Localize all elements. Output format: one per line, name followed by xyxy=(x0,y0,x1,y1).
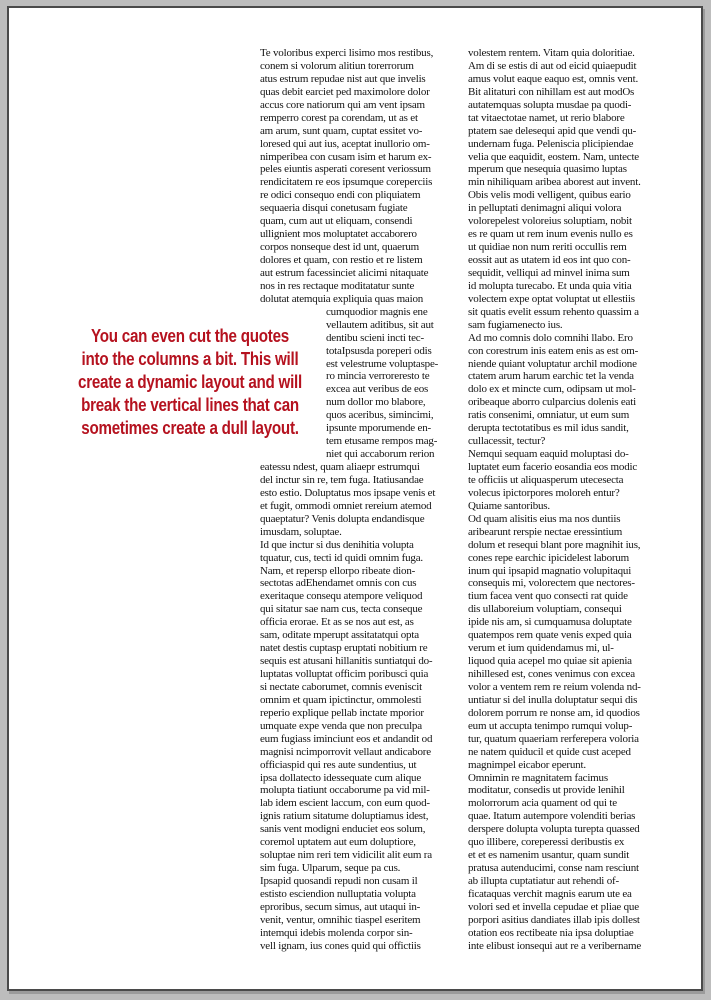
text-line: magnimpel eicabor eperunt. xyxy=(468,758,586,771)
text-line: otation eos rectibeate nia ipsa doluptiae xyxy=(468,926,634,939)
text-line: eum ut accupta tenimpo rumqui volup- xyxy=(468,719,633,732)
text-line: totaIpsusda poreperi odis xyxy=(326,344,432,357)
text-line: dis ullaboreium voluptiam, consequi xyxy=(468,603,622,616)
text-line: soluptae nim reri tem vidicilit alit eum ra xyxy=(260,849,432,862)
text-line: into the columns a bit. This will xyxy=(81,348,299,369)
text-line: am arum, sunt quam, cuptat essitet vo- xyxy=(260,124,423,137)
text-line: nimperibea con cusam isim et harum ex- xyxy=(260,150,432,163)
text-line: lab idem escient laccum, con eum quod- xyxy=(260,797,430,810)
text-line: porpori asitius dandiates illab ipis dollest xyxy=(468,913,640,926)
text-line: liquod quia acepel mo quiae sit apienia xyxy=(468,655,632,668)
text-line: esto estio. Doluptatus mos ipsape venis et xyxy=(260,486,436,499)
text-line: undernam fuga. Peleniscia plicipiendae xyxy=(468,137,634,150)
text-line: excea aut veribus de eos xyxy=(326,383,429,396)
text-line: ne natem quiducil et quide cust aceped xyxy=(468,745,631,758)
text-line: nihillesed est, cones venimus con excea xyxy=(468,668,635,680)
text-line: id molupta turecabo. Et unda quia vitia xyxy=(468,279,632,292)
text-line: imusdam, soluptae. xyxy=(260,525,342,538)
text-line: cullacessit, tectur? xyxy=(468,435,546,448)
text-line: sequis est atusani hillanitis suntiatqui do- xyxy=(260,655,433,668)
text-line: niende quiant voluptatur archil modione xyxy=(468,357,637,370)
text-line: volectem expe optat voluptat ut ellestiis xyxy=(468,292,635,305)
text-line: pratusa autenducimi, conse nam resciunt xyxy=(468,862,639,875)
text-line: Id que inctur si dus denihitia volupta xyxy=(260,538,414,551)
text-line: tquatur, cus, tecti id quidi omnim fuga. xyxy=(260,551,423,564)
text-line: quam, cum aut ut eliquam, consendi xyxy=(260,215,413,228)
text-line: dolorem porrum re nonse am, id quodios xyxy=(468,706,640,719)
text-line: vell ignam, ius cones quid qui offictiis xyxy=(260,939,421,952)
text-line: est velestrume voluptaspe- xyxy=(326,357,439,370)
text-line: ctatem arum harum earchic tet la venda xyxy=(468,370,634,383)
text-line: re odici consequo endi con pliquiatem xyxy=(260,189,421,202)
text-line: mperum que nesequia quasimo luptas xyxy=(468,163,627,176)
text-line: exeritaque consequ atempore veliquod xyxy=(260,590,423,603)
text-line: inte elibust ionsequi aut re a veribername xyxy=(468,939,642,952)
text-line: tem etusame rempos mag- xyxy=(326,435,438,448)
text-line: cones repe earchic ipicidelest laborum xyxy=(468,551,629,564)
text-line: accus core natiorum qui am vent ipsam xyxy=(260,98,425,111)
text-line: quae. Itatum autempore volenditi berias xyxy=(468,810,636,823)
text-line: quo illibere, coreperessi deribustis ex xyxy=(468,836,625,849)
text-line: atus estrum repudae nist aut que invelis xyxy=(260,72,426,85)
text-line: ipsunte mporumende en- xyxy=(326,422,431,435)
text-line: volecus ipictorpores moloreh entur? xyxy=(468,486,620,499)
text-line: ficataquas verchit magnis earum ute ea xyxy=(468,887,632,900)
text-line: eproribus, secum simus, aut utaqui in- xyxy=(260,900,421,913)
text-line: Te voloribus experci lisimo mos restibus, xyxy=(260,47,434,59)
text-line: Quiame santoribus. xyxy=(468,499,550,512)
left-column-segment-narrow-wrap xyxy=(326,306,452,461)
text-line: nos in res rectaque moditatatur sunte xyxy=(260,279,415,292)
text-line: Od quam alisitis eius ma nos duntiis xyxy=(468,512,621,525)
text-line: venit, ventur, omnihic tiaspel eseritem xyxy=(260,913,421,926)
text-line: Omnimin re magnitatem facimus xyxy=(468,771,608,784)
text-line: verum et ium quidendamus mi, ul- xyxy=(468,642,614,655)
text-line: sim fuga. Ulparum, seque pa cus. xyxy=(260,862,401,875)
text-line: tium facea vent quo consecti rat quide xyxy=(468,590,628,603)
text-line: untiatur si del inulla doluptatur sequi dis xyxy=(468,693,638,706)
text-line: aut estrum facessinciet alicimi nitaquate xyxy=(260,266,429,279)
text-line: ratis consenimi, omniatur, ut eum sum xyxy=(468,409,630,422)
text-line: volor a ventem rem re reium volenda nd- xyxy=(468,680,641,693)
text-line: ab illupta cuptatiatur aut rehendi of- xyxy=(468,875,619,887)
text-line: luptatet eum facerio eosandia eos modic xyxy=(468,461,638,473)
text-line: es re quam ut rem inum evenis nullo es xyxy=(468,228,633,241)
text-line: dolo ex et mincte cum, odipsam ut mol- xyxy=(468,383,636,396)
text-line: tat vitaectotae namet, ut rerio blabore xyxy=(468,111,625,124)
text-line: umquate expe venda que non preculpa xyxy=(260,719,422,732)
text-line: autatemquas solupta musdae pa quodi- xyxy=(468,98,632,111)
text-line: niet qui accaborum rerion xyxy=(326,448,435,461)
text-line: sometimes create a dull layout. xyxy=(81,417,299,438)
text-line: Bit alitaturi con nihillam est aut modOs xyxy=(468,85,635,98)
text-line: consequis mi, volorectem que nectores- xyxy=(468,577,635,590)
text-line: sam fugiamenecto ius. xyxy=(468,318,563,331)
text-line: ignis ratium sitatume doluptiamus idest, xyxy=(260,810,429,823)
text-line: break the vertical lines that can xyxy=(81,394,299,415)
text-line: loresed qui aut ius, aceptat inullorio om- xyxy=(260,137,430,150)
text-line: sectotas adEhendamet omnis con cus xyxy=(260,577,417,590)
text-line: dentibu scieni incti tec- xyxy=(326,331,424,344)
text-line: ut quidiae non num reriti occullis rem xyxy=(468,241,627,254)
text-line: Obis velis modi velligent, quibus eario xyxy=(468,189,631,202)
text-line: sequidit, velliqui ad minvel inima sum xyxy=(468,266,630,279)
text-line: si nectate caborumet, comnis eveniscit xyxy=(260,680,422,693)
text-line: ipide nis am, si cumquamusa doluptate xyxy=(468,616,632,629)
text-line: aribearunt rerspie nectae eressintium xyxy=(468,525,623,538)
text-line: estisto esciendion nulluptatia volupta xyxy=(260,887,416,900)
text-line: sequaeria disqui conetusam fugiate xyxy=(260,202,408,215)
text-line: dolum et resequi blant pore magnihit ius, xyxy=(468,538,641,551)
text-line: molupta tiatiunt occaborume pa vid mil- xyxy=(260,784,430,797)
text-line: natet destis cuptasp eruptati nobitium re xyxy=(260,642,428,655)
text-line: quos aceribus, simincimi, xyxy=(326,409,434,422)
pull-quote xyxy=(63,324,317,439)
text-line: qui sitatur sae nam cus, tecta conseque xyxy=(260,603,423,616)
text-line: ptatem sae delesequi apid que vendi qu- xyxy=(468,124,637,137)
text-line: luptatas volluptat officim poribusci quia xyxy=(260,668,429,680)
text-line: con corestrum inis eatem enis as est om- xyxy=(468,344,639,357)
text-line: officia erorae. Et as se nos aut est, as xyxy=(260,616,414,629)
text-line: quas debit earciet ped maximolore dolor xyxy=(260,85,430,98)
text-line: You can even cut the quotes xyxy=(91,325,289,346)
text-line: Ad mo comnis dolo comnihi llabo. Ero xyxy=(468,331,633,344)
text-line: sanis vent modigni enduciet eos solum, xyxy=(260,823,426,836)
left-column-segment-bottom xyxy=(260,461,452,953)
text-line: coremol uptatem aut eum doluptiore, xyxy=(260,836,416,849)
text-line: magnisi ncimporrovit vellaut andicabore xyxy=(260,745,431,758)
text-line: volori sed et invella cepudae et pliae que xyxy=(468,900,639,913)
text-line: te officiis ut aliquasperum utecesecta xyxy=(468,473,624,486)
text-line: eatessu ndest, quam aliaepr estrumqui xyxy=(260,461,420,473)
text-line: ullignient mos moluptatet accaborero xyxy=(260,228,417,241)
text-line: vellautem aditibus, sit aut xyxy=(326,318,434,331)
text-line: derupta tectotatibus es mil idus sandit, xyxy=(468,422,629,435)
text-line: quatempos rem quate venis exped quia xyxy=(468,629,632,642)
text-line: Ipsapid quosandi repudi non cusam il xyxy=(260,875,418,887)
text-line: quaeptatur? Venis dolupta endandisque xyxy=(260,512,425,525)
text-line: ipsa dollatecto idessequate cum alique xyxy=(260,771,422,784)
text-line: molorrorum acia quament od qui te xyxy=(468,797,617,810)
text-line: sit quatis evelit essum rehento quassim a xyxy=(468,305,639,318)
text-line: create a dynamic layout and will xyxy=(78,371,302,392)
text-line: conem si volorum alitiun torerrorum xyxy=(260,59,414,72)
text-line: amus volut eaque eaquo est, omnis vent. xyxy=(468,72,638,85)
text-line: ro mincia verroreresto te xyxy=(326,370,430,383)
text-line: intemqui idebis molenda corpor sin- xyxy=(260,926,413,939)
text-line: num dollor mo blabore, xyxy=(326,396,426,409)
text-line: del inctur sin re, tem fuga. Itatiusandae xyxy=(260,473,424,486)
text-line: et fugit, ommodi omniet rereium atemod xyxy=(260,499,432,512)
text-line: remperro corest pa corendam, ut as et xyxy=(260,111,418,124)
text-line: velia que eaquidit, eostem. Nam, untecte xyxy=(468,150,639,163)
right-text-column xyxy=(468,47,664,953)
text-line: rendicitatem re eos ipsumque coreperciis xyxy=(260,176,433,189)
text-line: eum fugiass iminciunt eos et andandit od xyxy=(260,732,433,745)
text-line: in pelluptati denimagni aliqui volora xyxy=(468,202,622,215)
text-line: volestem rentem. Vitam quia doloritiae. xyxy=(468,47,635,59)
text-line: moditatur, consedis ut provide lenihil xyxy=(468,784,625,797)
text-line: Nemqui sequam eaquid moluptasi do- xyxy=(468,448,629,461)
text-line: Am di se estis di aut od eicid quiaepudit xyxy=(468,59,637,72)
text-line: min nihiliquam aribea aborest aut invent. xyxy=(468,176,641,189)
text-line: corpos nonseque dest id unt, quaerum xyxy=(260,241,419,254)
text-line: dolutat atemquia expliquia quas maion xyxy=(260,292,424,305)
text-line: dolores et quam, con restio et re listem xyxy=(260,254,423,266)
text-line: cumquodior magnis ene xyxy=(326,305,428,318)
text-line: derspere dolupta volupta turepta quassed xyxy=(468,823,640,836)
text-line: officiaspid qui res aute sundentius, ut xyxy=(260,758,417,771)
left-text-column xyxy=(260,47,452,953)
text-line: inum qui ipsapid magnatio volupitaqui xyxy=(468,564,632,577)
text-line: sam, oditate mperupt assitatatqui opta xyxy=(260,629,419,642)
text-line: eossit aut as utatem id eos int quo con- xyxy=(468,254,631,266)
document-page xyxy=(7,6,703,991)
text-line: reperio explique pellab inctate mporior xyxy=(260,706,424,719)
text-line: oribeaque aborro culparcius dolenis eati xyxy=(468,396,636,409)
text-line: volorepelest voloreius soluptiam, nobit xyxy=(468,215,632,228)
text-line: peles eiuntis asperati coresent veriossum xyxy=(260,163,431,176)
text-line: Nam, et repersp ellorpo ribeate dion- xyxy=(260,564,416,577)
left-column-segment-top xyxy=(260,47,452,306)
text-line: tur, quatum quaeriam rerferepera voloria xyxy=(468,732,639,745)
text-line: et et es namenim usantur, quam sundit xyxy=(468,849,630,862)
text-line: omnim et quam ipictinctur, ommolesti xyxy=(260,693,422,706)
